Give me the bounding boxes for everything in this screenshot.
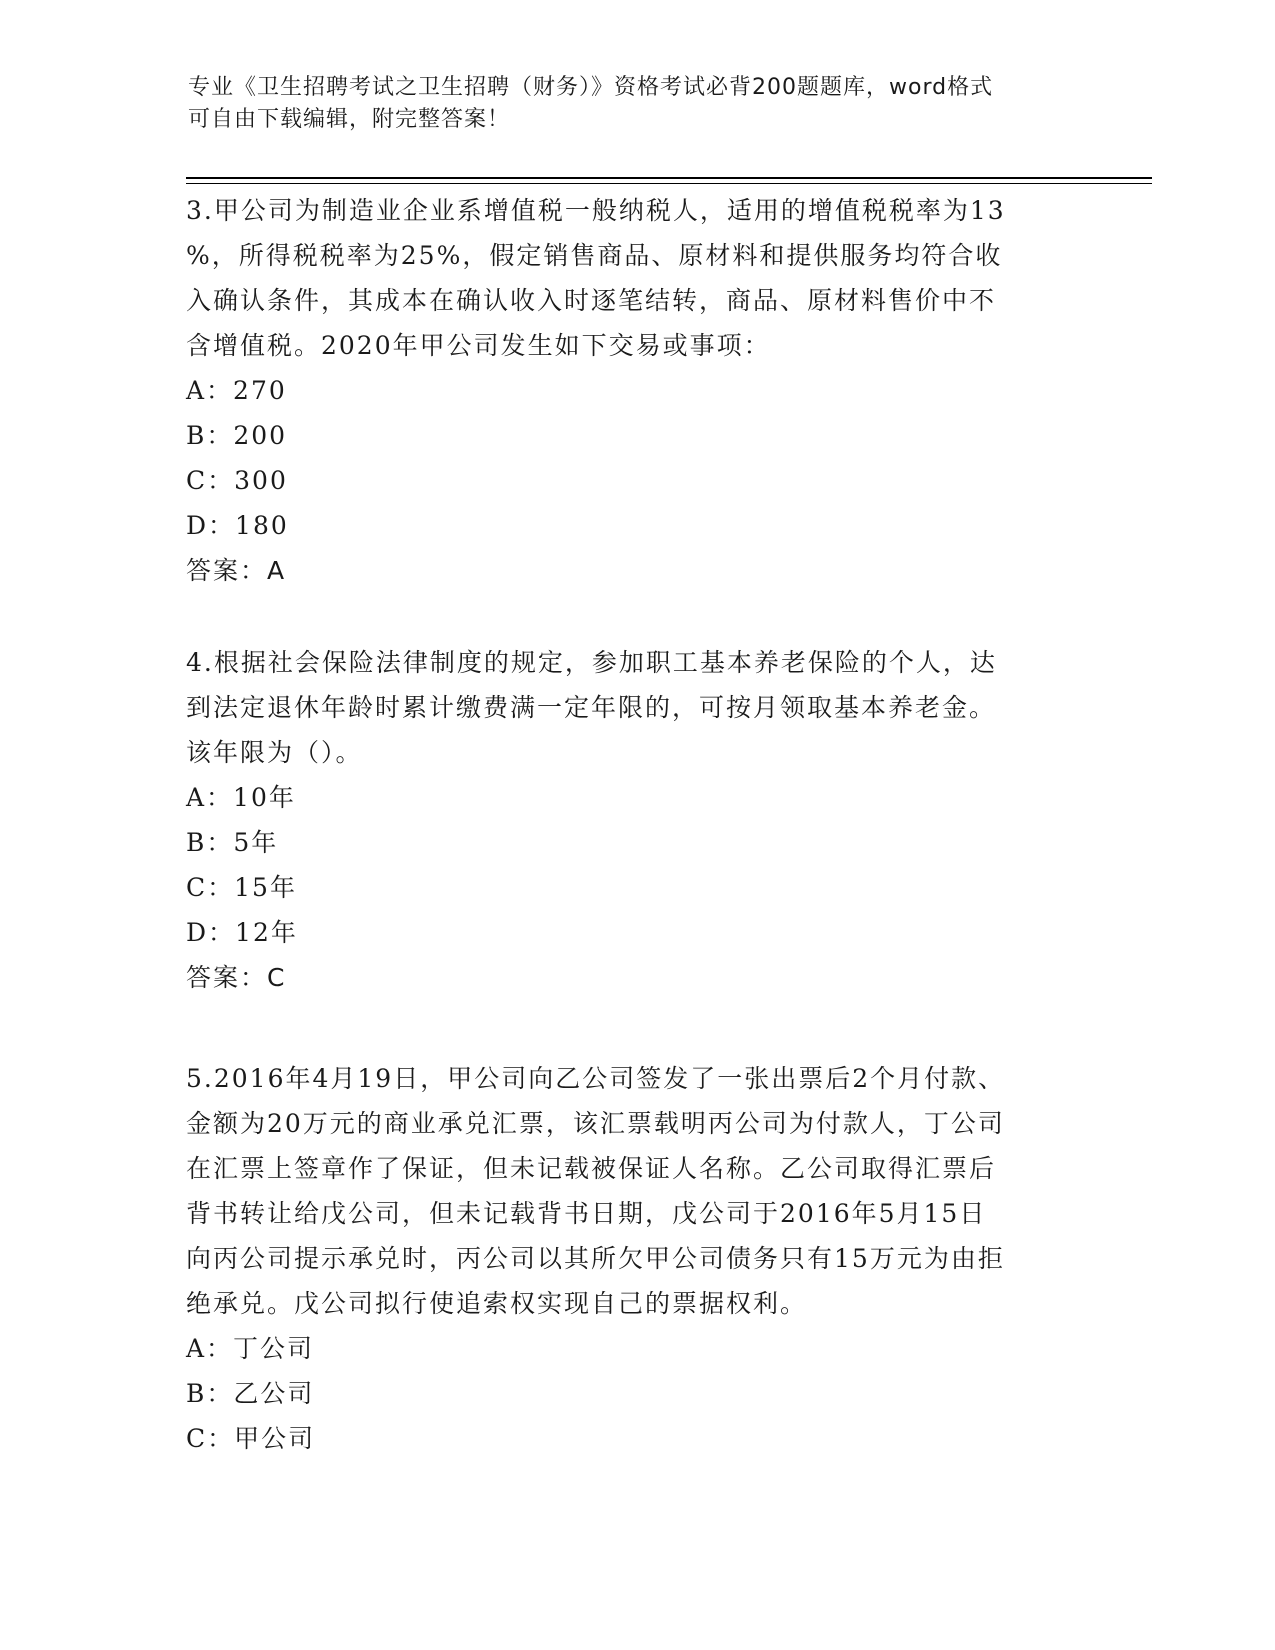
option-a: A：丁公司 [186, 1334, 315, 1363]
question-stem-line: 到法定退休年龄时累计缴费满一定年限的，可按月领取基本养老金。 [186, 693, 997, 722]
option-b: B：5年 [186, 828, 279, 857]
question-stem-line: 背书转让给戊公司，但未记载背书日期，戊公司于2016年5月15日 [186, 1199, 987, 1228]
header-title-line-2: 可自由下载编辑，附完整答案！ [188, 107, 511, 132]
question-stem-line: 含增值税。2020年甲公司发生如下交易或事项： [186, 331, 771, 360]
header-divider-thick [186, 177, 1152, 179]
question-stem-line: 在汇票上签章作了保证，但未记载被保证人名称。乙公司取得汇票后 [186, 1154, 997, 1183]
question-stem-line: %，所得税税率为25%，假定销售商品、原材料和提供服务均符合收 [186, 241, 1003, 270]
document-header [188, 72, 1088, 136]
question-stem-line: 入确认条件，其成本在确认收入时逐笔结转，商品、原材料售价中不 [186, 286, 997, 315]
question-stem-line: 向丙公司提示承兑时，丙公司以其所欠甲公司债务只有15万元为由拒 [186, 1244, 1005, 1273]
question-stem-line: 绝承兑。戊公司拟行使追索权实现自己的票据权利。 [186, 1289, 808, 1318]
option-d: D：180 [186, 511, 289, 540]
question-3 [186, 188, 1086, 593]
question-stem-line: 金额为20万元的商业承兑汇票，该汇票载明丙公司为付款人，丁公司 [186, 1109, 1005, 1138]
question-stem-line: 4.根据社会保险法律制度的规定，参加职工基本养老保险的个人，达 [186, 648, 997, 677]
option-d: D：12年 [186, 918, 298, 947]
header-title-line-1: 专业《卫生招聘考试之卫生招聘（财务）》资格考试必背200题题库，word格式 [188, 75, 994, 100]
question-stem-line: 3.甲公司为制造业企业系增值税一般纳税人，适用的增值税税率为13 [186, 196, 1006, 225]
header-divider-thin [186, 183, 1152, 184]
option-b: B：乙公司 [186, 1379, 315, 1408]
option-a: A：270 [186, 376, 287, 405]
option-c: C：甲公司 [186, 1424, 316, 1453]
option-b: B：200 [186, 421, 288, 450]
question-4 [186, 640, 1086, 1000]
option-c: C：15年 [186, 873, 297, 902]
option-c: C：300 [186, 466, 288, 495]
answer-line: 答案：C [186, 963, 287, 992]
option-a: A：10年 [186, 783, 296, 812]
question-5 [186, 1056, 1086, 1461]
question-stem-line: 5.2016年4月19日，甲公司向乙公司签发了一张出票后2个月付款、 [186, 1064, 1006, 1093]
answer-line: 答案：A [186, 556, 287, 585]
question-stem-line: 该年限为（）。 [186, 738, 363, 767]
